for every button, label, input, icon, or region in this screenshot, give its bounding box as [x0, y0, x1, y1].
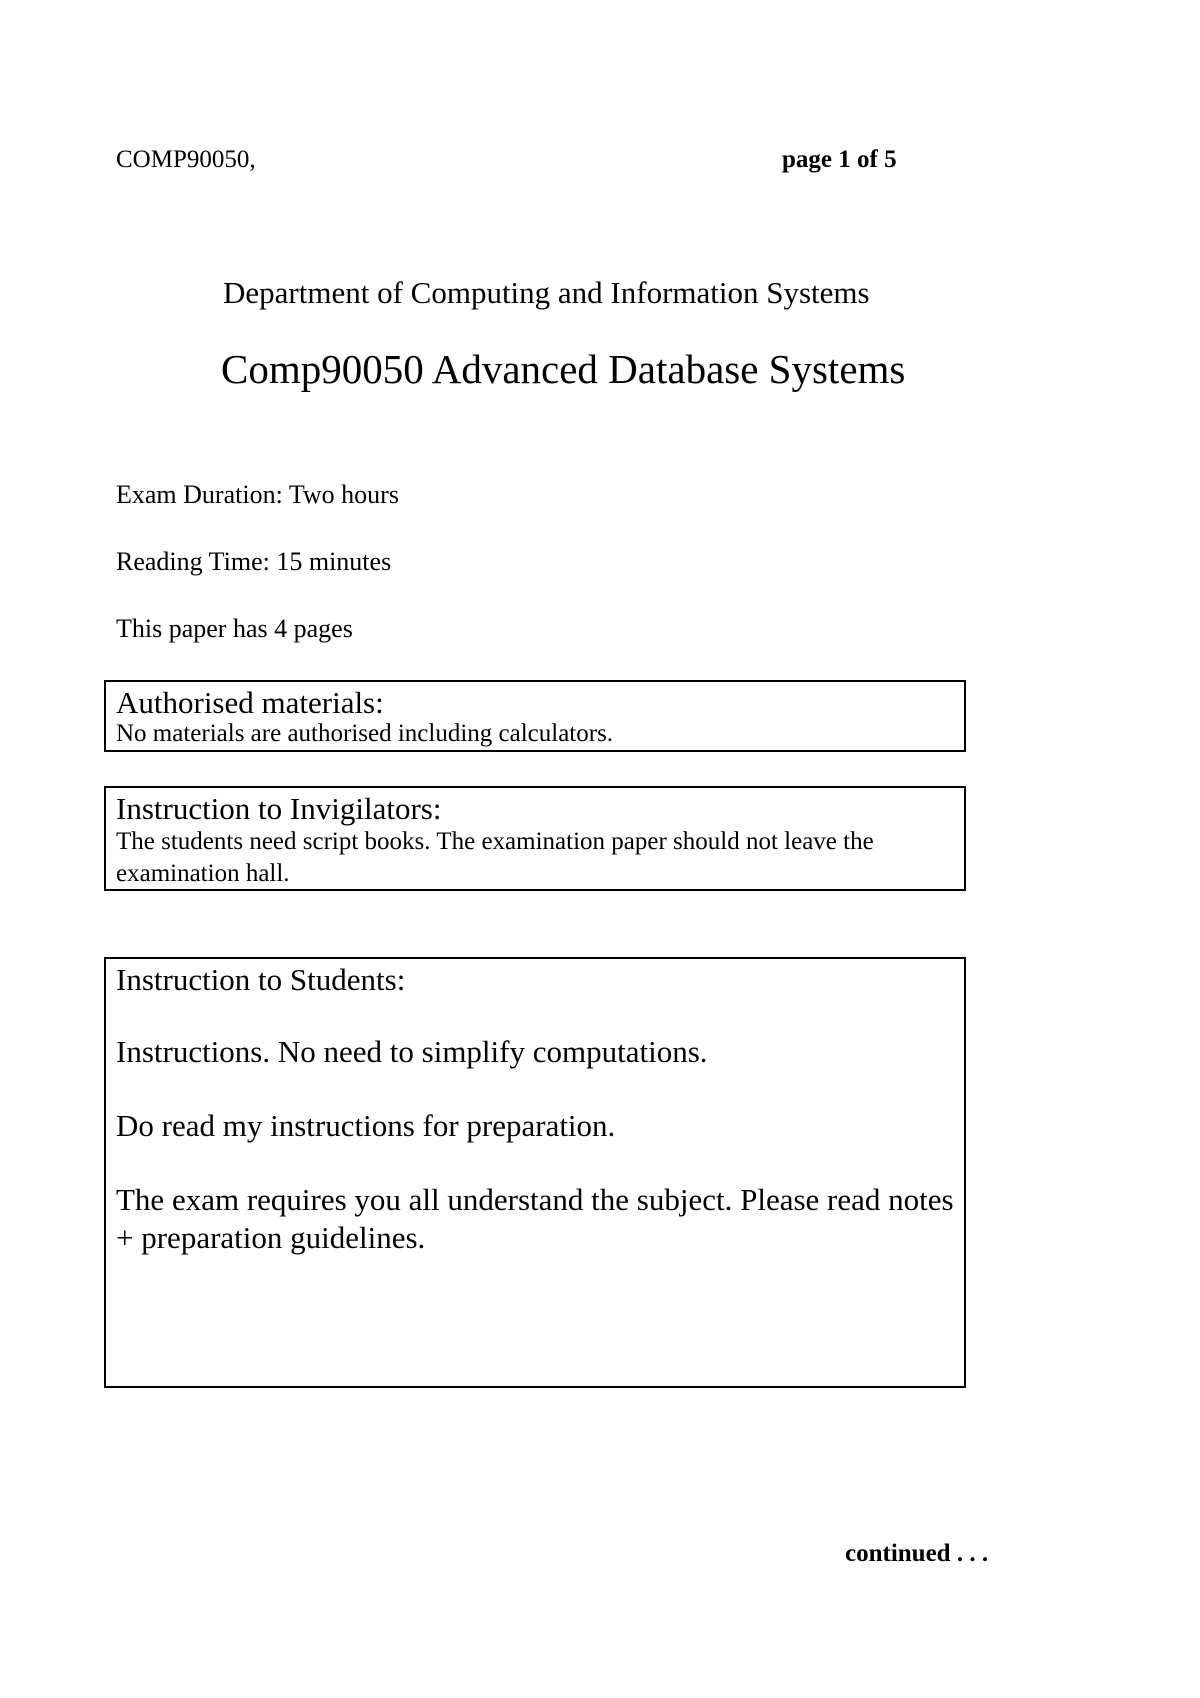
- authorised-materials-heading: Authorised materials:: [116, 685, 384, 720]
- page-number: page 1 of 5: [782, 146, 897, 173]
- course-code: COMP90050,: [116, 146, 256, 173]
- students-paragraph: Instructions. No need to simplify computations.: [116, 1034, 708, 1069]
- authorised-materials-text: No materials are authorised including calculators.: [116, 720, 614, 747]
- continued-note: continued . . .: [845, 1540, 989, 1567]
- invigilators-text: The students need script books. The examination paper should not leave the examination hall.: [116, 828, 874, 887]
- students-paragraph: Do read my instructions for preparation.: [116, 1108, 616, 1143]
- authorised-materials-box: [104, 680, 966, 752]
- students-heading: Instruction to Students:: [116, 962, 406, 997]
- students-box: [104, 957, 966, 1388]
- invigilators-box: [104, 786, 966, 891]
- course-title: Comp90050 Advanced Database Systems: [221, 346, 906, 392]
- page-count: This paper has 4 pages: [116, 614, 353, 643]
- exam-duration: Exam Duration: Two hours: [116, 480, 399, 509]
- reading-time: Reading Time: 15 minutes: [116, 547, 392, 576]
- department-name: Department of Computing and Information Systems: [223, 275, 870, 310]
- students-paragraph: The exam requires you all understand the subject. Please read notes + preparation guidelines.: [116, 1182, 954, 1255]
- invigilators-heading: Instruction to Invigilators:: [116, 791, 442, 826]
